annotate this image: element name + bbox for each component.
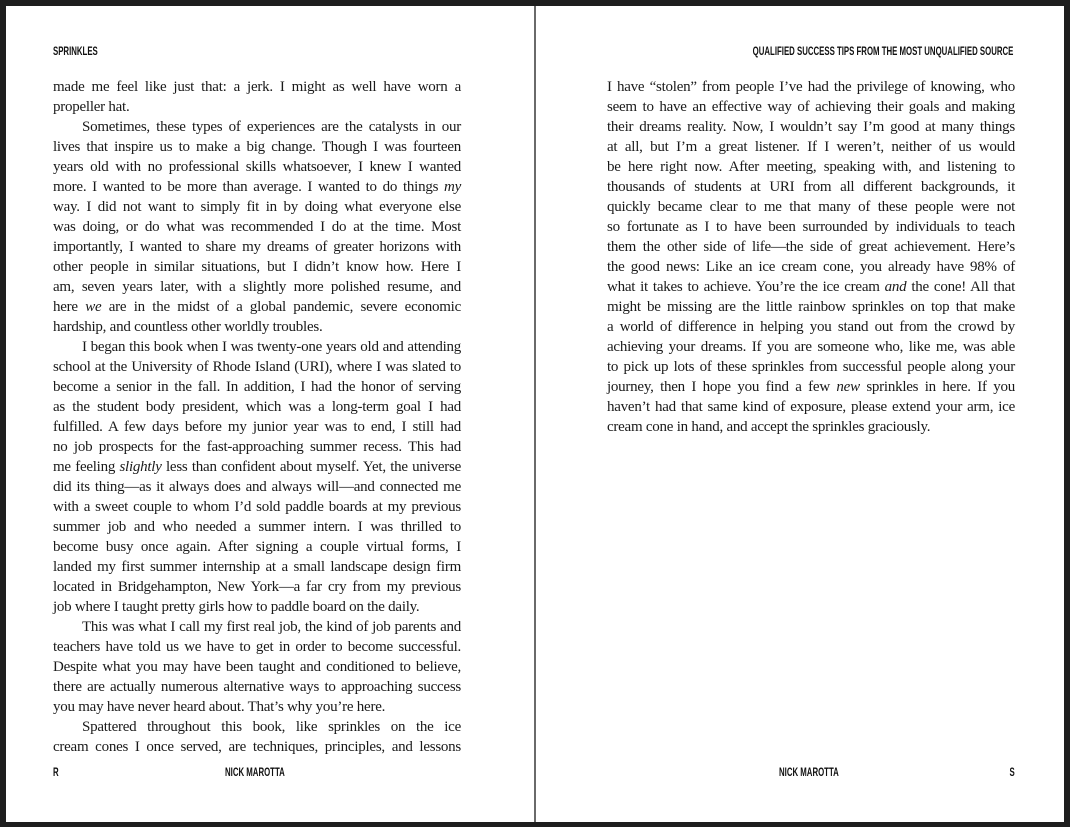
text-line (607, 257, 1015, 277)
line-text: me feeling (53, 459, 120, 475)
text-line (53, 177, 461, 197)
line-text: you may have never heard about. That’s why you’re here. (53, 699, 386, 715)
right-page (536, 6, 1064, 822)
line-text: located in Bridgehampton, New York—a far cry from my previous (53, 579, 461, 595)
line-text: job where I taught pretty girls how to paddle board on the daily. (53, 599, 420, 615)
text-line (53, 737, 461, 757)
line-text: what it takes to achieve. You’re the ice cream (607, 279, 885, 295)
text-line (607, 117, 1015, 137)
page-folio-right: S (1009, 767, 1015, 779)
text-line (53, 97, 461, 117)
line-text: so fortunate as I to have been surrounded by individuals to teach (607, 219, 1015, 235)
text-line (53, 197, 461, 217)
line-text: summer job and who needed a summer intern. I was thrilled to (53, 519, 461, 535)
text-line (53, 697, 461, 717)
line-text: hardship, and countless other worldly troubles. (53, 319, 323, 335)
line-text: cream cones I once served, are techniques, principles, and lessons (53, 739, 461, 755)
text-line (53, 457, 461, 477)
italic-text: new (836, 379, 860, 395)
line-text: as the student body president, which was a long-term goal I had (53, 399, 461, 415)
text-line (53, 597, 461, 617)
text-line (53, 237, 461, 257)
text-line (53, 117, 461, 137)
text-line (53, 257, 461, 277)
line-text: thousands of students at URI from all different backgrounds, it (607, 179, 1015, 195)
line-text: cream cone in hand, and accept the sprinkles graciously. (607, 419, 931, 435)
line-text: I have “stolen” from people I’ve had the privilege of knowing, who (607, 79, 1015, 95)
running-head-left: SPRINKLES (53, 46, 98, 58)
left-page (6, 6, 534, 822)
line-text: was doing, or do what was recommended I do at the time. Most (53, 219, 461, 235)
text-line (53, 517, 461, 537)
line-text: more. I wanted to be more than average. I wanted to do things (53, 179, 444, 195)
line-text: school at the University of Rhode Island (URI), where I was slated to (53, 359, 461, 375)
line-text: landed my first summer internship at a small landscape design firm (53, 559, 461, 575)
italic-text: my (444, 179, 461, 195)
page-folio-left: R (53, 767, 59, 779)
line-text: no job prospects for the fast-approaching summer recess. This had (53, 439, 461, 455)
line-text: other people in similar situations, but I didn’t know how. Here I (53, 259, 461, 275)
text-line (607, 237, 1015, 257)
text-line (53, 397, 461, 417)
line-text: way. I did not want to simply fit in by doing what everyone else (53, 199, 461, 215)
text-line (53, 437, 461, 457)
text-line (607, 317, 1015, 337)
italic-text: we (85, 299, 102, 315)
text-line (53, 557, 461, 577)
line-text: with a sweet couple to whom I’d sold paddle boards at my previous (53, 499, 461, 515)
text-line (607, 377, 1015, 397)
text-line (53, 77, 461, 97)
line-text: are in the midst of a global pandemic, severe economic (101, 299, 461, 315)
line-text: seem to have an effective way of achieving their goals and making (607, 99, 1015, 115)
text-line (53, 357, 461, 377)
line-text: years old with no professional skills whatsoever, I knew I wanted (53, 159, 461, 175)
text-line (607, 137, 1015, 157)
line-text: journey, then I hope you find a few (607, 379, 837, 395)
line-text: lives that inspire us to make a big change. Though I was fourteen (53, 139, 461, 155)
line-text: less than confident about myself. Yet, the universe (161, 459, 461, 475)
line-text: their dreams reality. Now, I wouldn’t say I’m good at many things (607, 119, 1015, 135)
text-line (53, 317, 461, 337)
text-line (53, 277, 461, 297)
text-line (53, 137, 461, 157)
text-line (607, 397, 1015, 417)
line-text: fulfilled. A few days before my junior year was to end, I still had (53, 419, 461, 435)
line-text: there are actually numerous alternative ways to approaching success (53, 679, 461, 695)
line-text: sprinkles in here. If you (859, 379, 1015, 395)
line-text: teachers have told us we have to get in order to become successful. (53, 639, 461, 655)
line-text: at all, but I’m a great listener. If I weren’t, neither of us would (607, 139, 1015, 155)
text-line (607, 357, 1015, 377)
text-line (53, 217, 461, 237)
text-line (607, 417, 1015, 437)
line-text: them the other side of life—the side of great achievement. Here’s (607, 239, 1015, 255)
line-text: to pick up lots of these sprinkles from successful people along your (607, 359, 1015, 375)
line-text: here (53, 299, 86, 315)
line-text: This was what I call my first real job, the kind of job parents and (82, 619, 461, 635)
line-text: propeller hat. (53, 99, 130, 115)
line-text: achieving your dreams. If you are someone who, like me, was able (607, 339, 1015, 355)
text-line (53, 297, 461, 317)
line-text: a world of difference in helping you stand out from the crowd by (607, 319, 1015, 335)
text-line (607, 337, 1015, 357)
left-body-text (53, 77, 461, 757)
text-line (53, 717, 461, 737)
text-line (607, 277, 1015, 297)
text-line (53, 657, 461, 677)
line-text: be here right now. After meeting, speaking with, and listening to (607, 159, 1015, 175)
text-line (53, 417, 461, 437)
line-text: Spattered throughout this book, like sprinkles on the ice (82, 719, 461, 735)
line-text: Despite what you may have been taught and conditioned to believe, (53, 659, 461, 675)
text-line (53, 497, 461, 517)
line-text: become busy once again. After signing a couple virtual forms, I (53, 539, 461, 555)
italic-text: and (884, 279, 907, 295)
text-line (53, 537, 461, 557)
line-text: the good news: Like an ice cream cone, you already have 98% of (607, 259, 1015, 275)
line-text: quickly became clear to me that many of these people were not (607, 199, 1015, 215)
text-line (53, 617, 461, 637)
running-head-right: QUALIFIED SUCCESS TIPS FROM THE MOST UNQUALIFIED SOURCE (752, 46, 1013, 58)
line-text: I began this book when I was twenty-one years old and attending (82, 339, 461, 355)
footer-author-left: NICK MAROTTA (225, 767, 285, 779)
text-line (53, 377, 461, 397)
line-text: Sometimes, these types of experiences are the catalysts in our (82, 119, 461, 135)
text-line (607, 177, 1015, 197)
text-line (53, 337, 461, 357)
line-text: might be missing are the little rainbow sprinkles on top that make (607, 299, 1015, 315)
line-text: haven’t had that same kind of exposure, please extend your arm, ice (607, 399, 1015, 415)
text-line (607, 217, 1015, 237)
text-line (53, 577, 461, 597)
line-text: importantly, I wanted to share my dreams of greater horizons with (53, 239, 461, 255)
line-text: the cone! All that (906, 279, 1015, 295)
line-text: did its thing—as it always does and always will—and connected me (53, 479, 461, 495)
text-line (607, 77, 1015, 97)
right-body-text (607, 77, 1015, 437)
line-text: become a senior in the fall. In addition, I had the honor of serving (53, 379, 461, 395)
text-line (53, 477, 461, 497)
text-line (53, 677, 461, 697)
text-line (607, 97, 1015, 117)
text-line (53, 637, 461, 657)
text-line (607, 297, 1015, 317)
footer-author-right: NICK MAROTTA (779, 767, 839, 779)
text-line (607, 157, 1015, 177)
line-text: am, seven years later, with a slightly more polished resume, and (53, 279, 461, 295)
text-line (53, 157, 461, 177)
line-text: made me feel like just that: a jerk. I might as well have worn a (53, 79, 461, 95)
text-line (607, 197, 1015, 217)
italic-text: slightly (119, 459, 162, 475)
